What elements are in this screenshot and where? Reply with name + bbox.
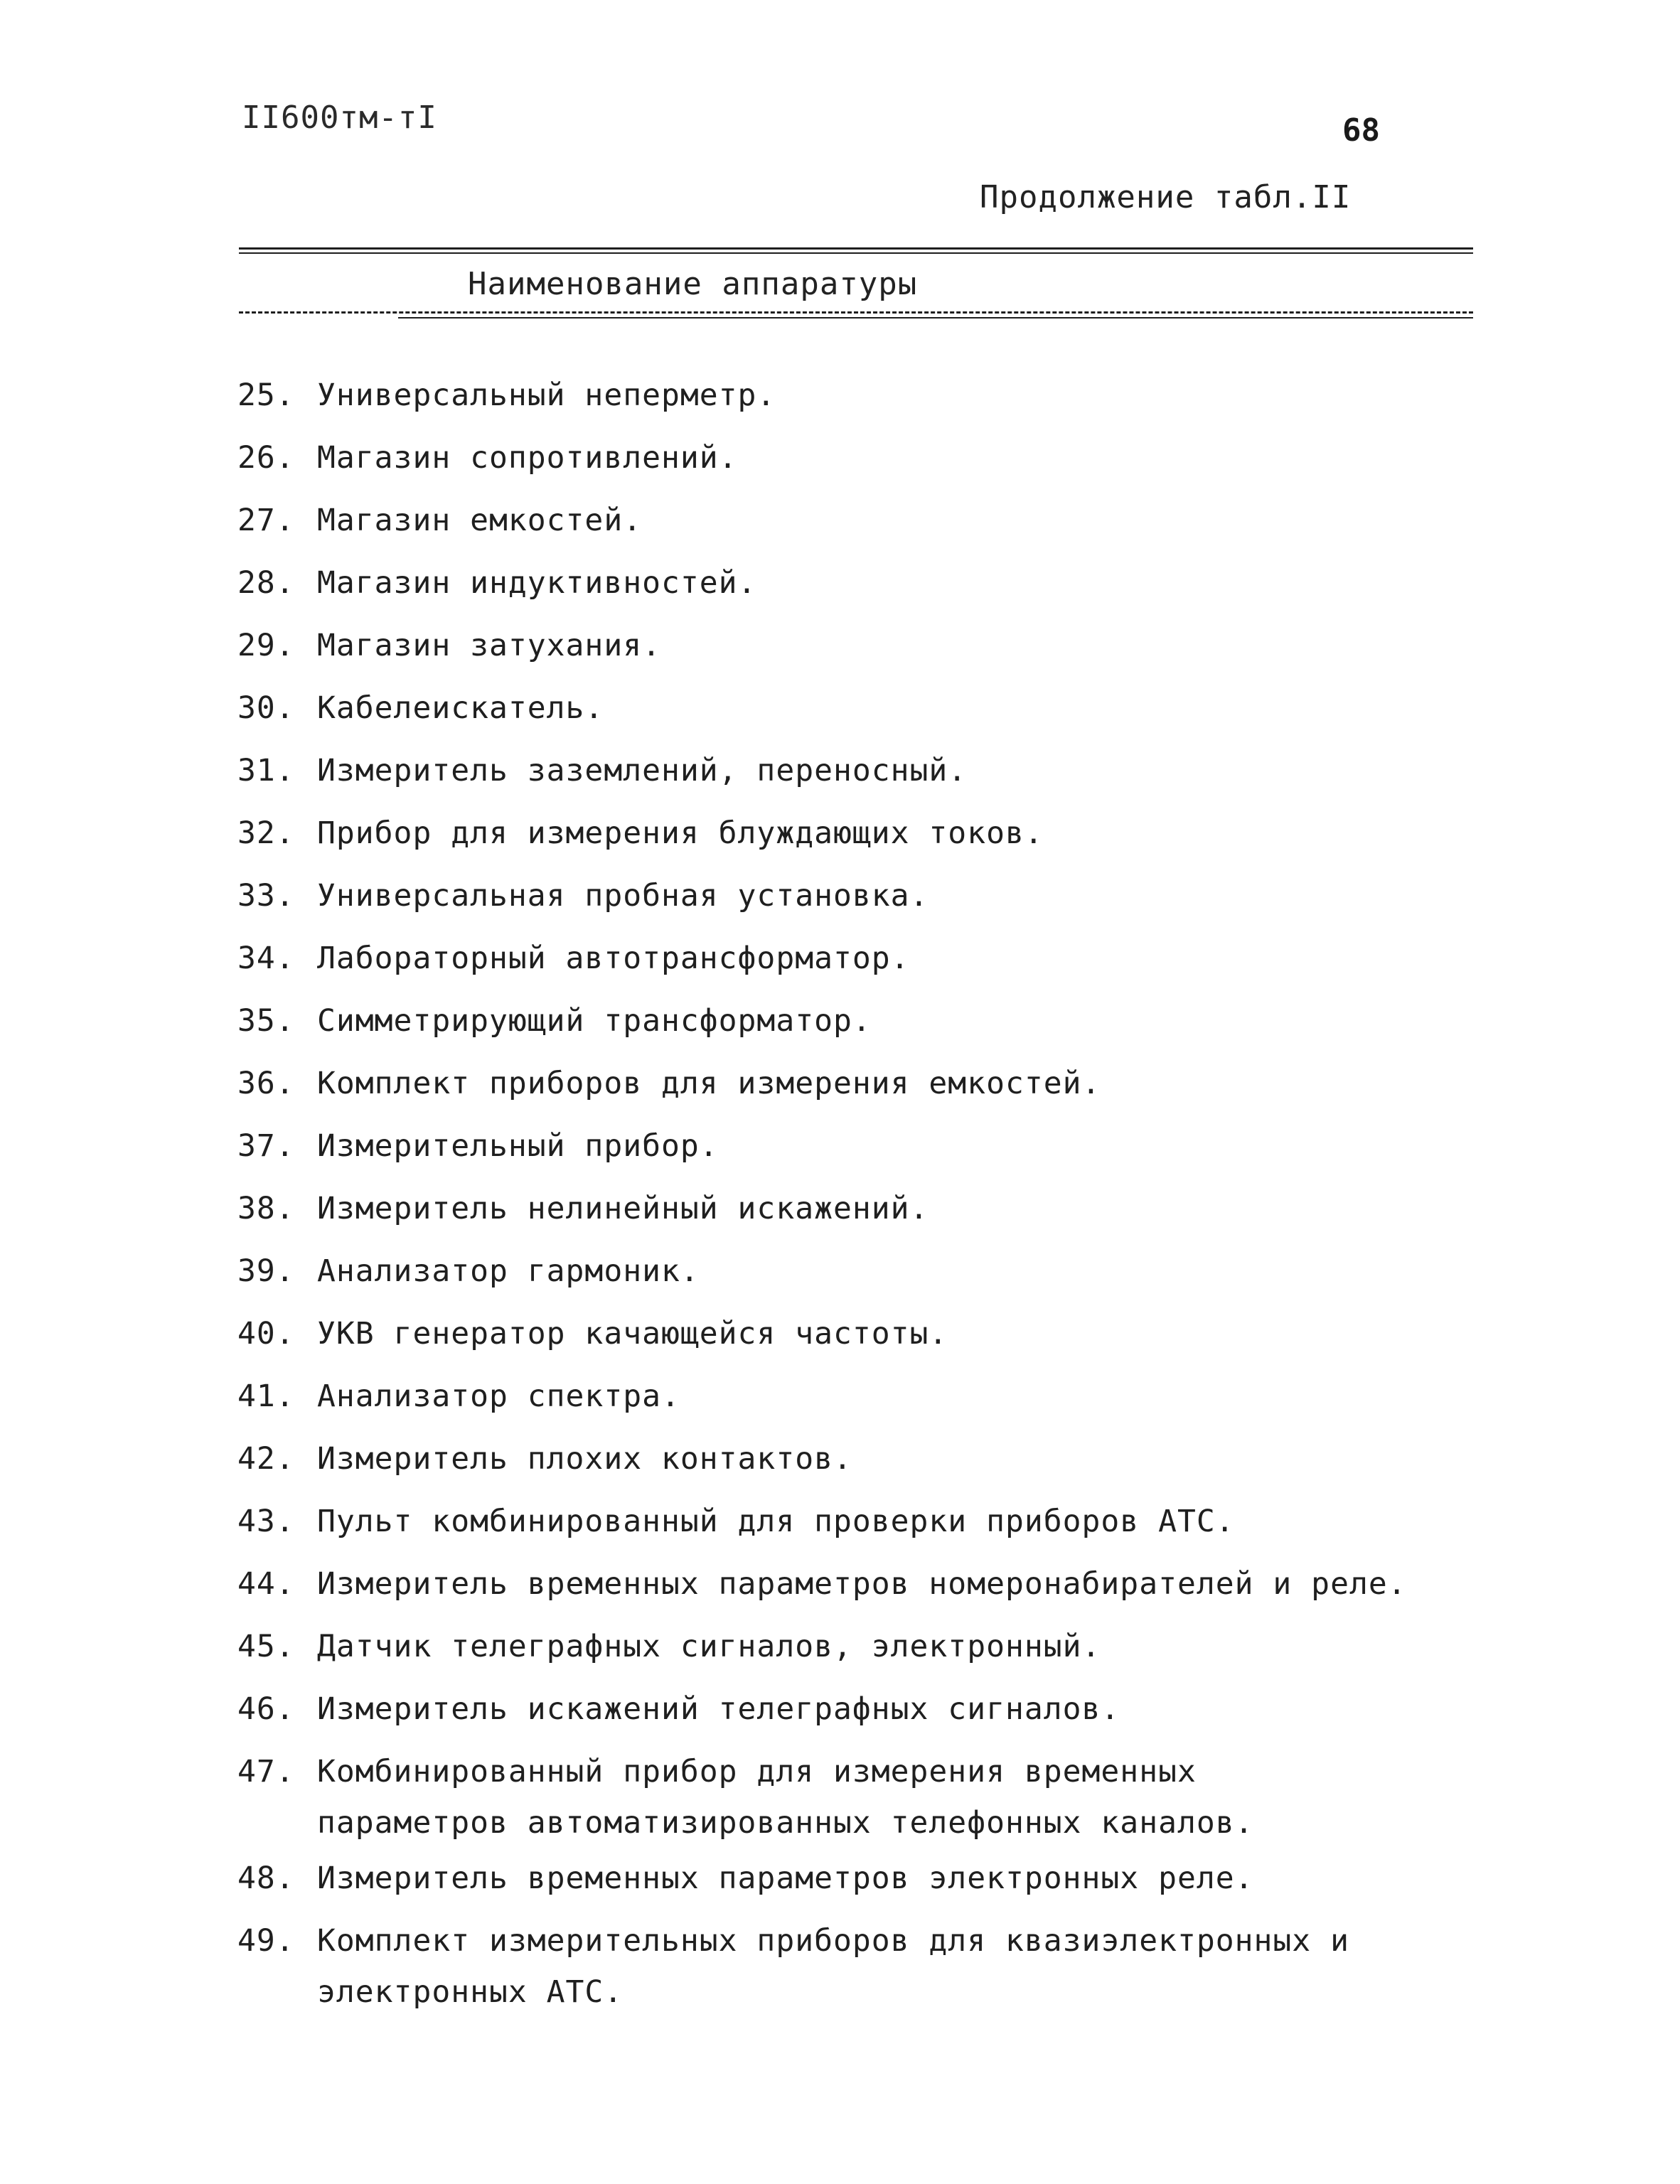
item-number: 33. [237, 878, 295, 914]
list-item [237, 552, 1588, 614]
item-number: 31. [237, 753, 295, 788]
item-text: Измеритель заземлений, переносный. [317, 753, 968, 788]
list-item [237, 1847, 1588, 1910]
item-number: 48. [237, 1861, 295, 1896]
list-item [237, 802, 1588, 864]
list-item [237, 489, 1588, 552]
item-number: 42. [237, 1441, 295, 1477]
item-number: 30. [237, 690, 295, 726]
document-code: II600тм-тI [242, 100, 437, 136]
item-text: Комплект приборов для измерения емкостей. [317, 1066, 1101, 1101]
item-number: 49. [237, 1923, 295, 1959]
equipment-list [237, 364, 1588, 2016]
item-number: 46. [237, 1691, 295, 1727]
item-text: Кабелеискатель. [317, 690, 604, 726]
item-text: Универсальная пробная установка. [317, 878, 929, 914]
item-number: 45. [237, 1629, 295, 1664]
header-bottom-rule [239, 311, 1473, 314]
item-number: 47. [237, 1754, 295, 1789]
item-number: 39. [237, 1253, 295, 1289]
item-text: Измеритель временных параметров номеронабирателей и реле. [317, 1566, 1407, 1602]
item-number: 35. [237, 1003, 295, 1039]
item-text: Комбинированный прибор для измерения временных параметров автоматизированных телефонных каналов. [317, 1754, 1254, 1841]
list-item [237, 614, 1588, 677]
item-text: Магазин емкостей. [317, 503, 643, 538]
item-text: Измерительный прибор. [317, 1128, 719, 1164]
list-item [237, 1910, 1588, 2016]
item-number: 25. [237, 378, 295, 413]
list-item [237, 1115, 1588, 1177]
list-item [237, 864, 1588, 927]
item-text: УКВ генератор качающейся частоты. [317, 1316, 948, 1351]
item-number: 41. [237, 1379, 295, 1414]
list-item [237, 1240, 1588, 1302]
item-text: Магазин сопротивлений. [317, 440, 738, 476]
item-text: Измеритель нелинейный искажений. [317, 1191, 929, 1226]
item-number: 40. [237, 1316, 295, 1351]
item-text: Анализатор гармоник. [317, 1253, 700, 1289]
item-number: 26. [237, 440, 295, 476]
list-item [237, 1052, 1588, 1115]
item-text: Магазин индуктивностей. [317, 565, 757, 601]
list-item [237, 427, 1588, 489]
item-text: Прибор для измерения блуждающих токов. [317, 815, 1044, 851]
table-continuation-label: Продолжение табл.II [980, 179, 1352, 215]
item-text: Измеритель временных параметров электронных реле. [317, 1861, 1254, 1896]
item-text: Датчик телеграфных сигналов, электронный. [317, 1629, 1101, 1664]
item-number: 27. [237, 503, 295, 538]
item-text: Измеритель плохих контактов. [317, 1441, 852, 1477]
list-item [237, 739, 1588, 802]
list-item [237, 1365, 1588, 1428]
item-number: 38. [237, 1191, 295, 1226]
list-item [237, 1615, 1588, 1678]
item-number: 44. [237, 1566, 295, 1602]
item-text: Анализатор спектра. [317, 1379, 680, 1414]
list-item [237, 1302, 1588, 1365]
item-text: Симметрирующий трансформатор. [317, 1003, 872, 1039]
item-number: 29. [237, 628, 295, 663]
list-item [237, 1177, 1588, 1240]
list-item [237, 1553, 1588, 1615]
item-number: 43. [237, 1504, 295, 1539]
item-number: 32. [237, 815, 295, 851]
list-item [237, 1678, 1588, 1740]
item-number: 36. [237, 1066, 295, 1101]
item-text: Магазин затухания. [317, 628, 661, 663]
table-top-rule-inner [239, 252, 1473, 254]
list-item [237, 990, 1588, 1052]
list-item [237, 1490, 1588, 1553]
column-header: Наименование аппаратуры [468, 266, 918, 302]
page-number: 68 [1342, 112, 1380, 149]
item-text: Комплект измерительных приборов для квазиэлектронных и электронных АТС. [317, 1923, 1349, 2010]
header-bottom-rule-inner [398, 317, 1473, 318]
list-item [237, 1428, 1588, 1490]
list-item [237, 927, 1588, 990]
table-top-rule [239, 247, 1473, 250]
item-text: Пульт комбинированный для проверки приборов АТС. [317, 1504, 1235, 1539]
list-item [237, 677, 1588, 739]
item-number: 34. [237, 941, 295, 976]
list-item [237, 1740, 1588, 1847]
item-text: Универсальный неперметр. [317, 378, 776, 413]
item-text: Измеритель искажений телеграфных сигналов. [317, 1691, 1120, 1727]
item-number: 28. [237, 565, 295, 601]
item-text: Лабораторный автотрансформатор. [317, 941, 910, 976]
item-number: 37. [237, 1128, 295, 1164]
list-item [237, 364, 1588, 427]
